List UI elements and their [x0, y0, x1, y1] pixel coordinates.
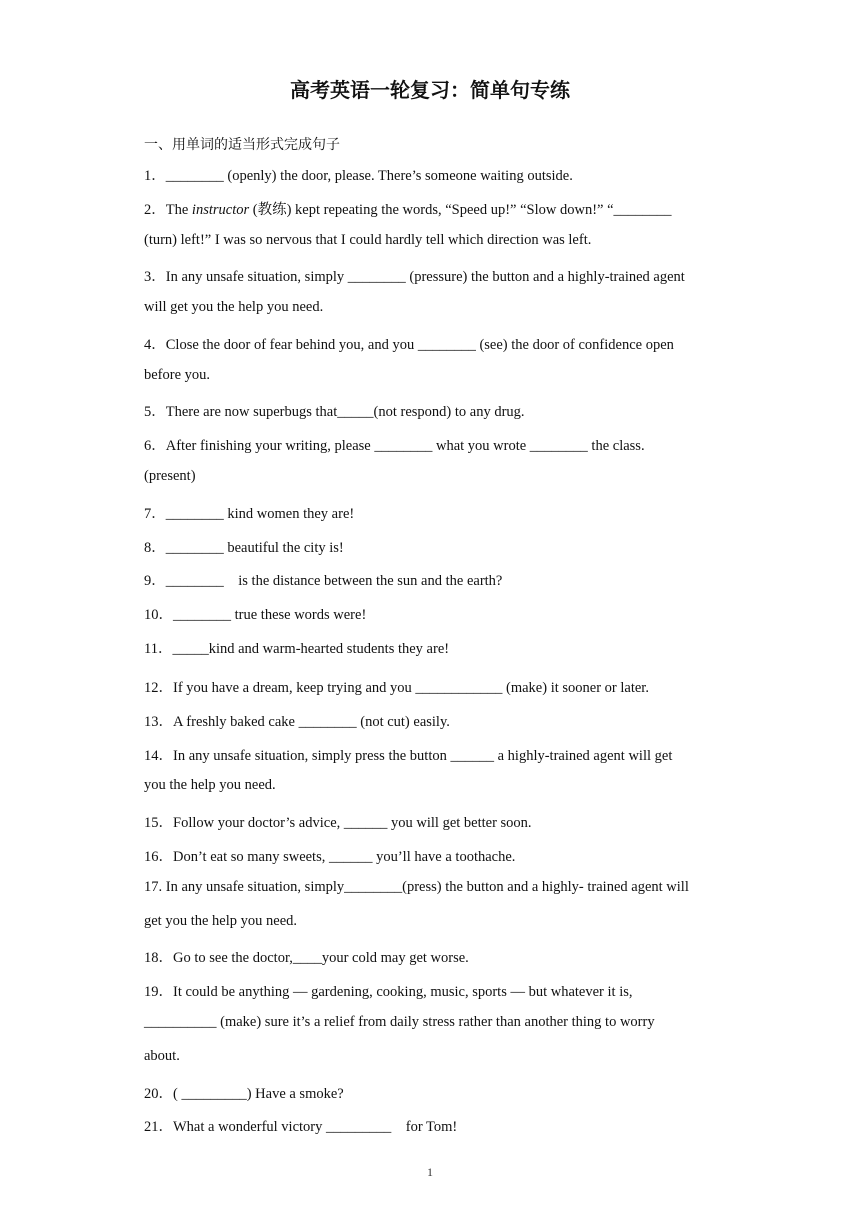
question-4: 4．Close the door of fear behind you, and you ________ (see) the door of confidence open [144, 337, 674, 353]
page-title: 高考英语一轮复习：简单句专练 [290, 78, 570, 102]
question-14-continued: you the help you need. [144, 777, 276, 793]
question-7: 7．________ kind women they are! [144, 506, 355, 522]
question-14: 14．In any unsafe situation, simply press the button ______ a highly-trained agent will get [144, 748, 673, 764]
question-2-continued: (turn) left!” I was so nervous that I could hardly tell which direction was left. [144, 232, 592, 248]
question-19: 19．It could be anything — gardening, cooking, music, sports — but whatever it is, [144, 984, 633, 1000]
question-11: 11．_____kind and warm-hearted students they are! [144, 641, 450, 657]
question-15: 15．Follow your doctor’s advice, ______ you will get better soon. [144, 815, 532, 831]
question-13: 13．A freshly baked cake ________ (not cut) easily. [144, 714, 450, 730]
question-19-continued: __________ (make) sure it’s a relief from daily stress rather than another thing to worry [144, 1014, 655, 1030]
question-17: 17. In any unsafe situation, simply________(press) the button and a highly- trained agent will [144, 879, 689, 895]
question-12: 12．If you have a dream, keep trying and you ____________ (make) it sooner or later. [144, 680, 649, 696]
question-21: 21．What a wonderful victory _________ for Tom! [144, 1119, 458, 1135]
italic-term: instructor [191, 202, 250, 218]
question-4-continued: before you. [144, 367, 211, 383]
question-6-continued: (present) [144, 468, 196, 484]
question-2-end: (教练) kept repeating the words, “Speed up!” “Slow down!” “________ [249, 202, 672, 218]
question-17-continued: get you the help you need. [144, 913, 298, 929]
question-19-end: about. [144, 1048, 180, 1064]
question-2 [144, 198, 672, 219]
question-3: 3．In any unsafe situation, simply ________ (pressure) the button and a highly-trained agent [144, 269, 685, 285]
page-number: 1 [427, 1165, 433, 1179]
question-10: 10．________ true these words were! [144, 607, 367, 623]
question-8: 8．________ beautiful the city is! [144, 540, 344, 556]
question-3-continued: will get you the help you need. [144, 299, 324, 315]
question-20: 20．( _________) Have a smoke? [144, 1086, 344, 1102]
question-16: 16．Don’t eat so many sweets, ______ you’ll have a toothache. [144, 849, 516, 865]
question-1: 1．________ (openly) the door, please. There’s someone waiting outside. [144, 168, 573, 184]
section-heading: 一、用单词的适当形式完成句子 [144, 137, 340, 153]
question-18: 18．Go to see the doctor,____your cold may get worse. [144, 950, 469, 966]
question-9: 9．________ is the distance between the sun and the earth? [144, 573, 503, 589]
question-5: 5．There are now superbugs that_____(not respond) to any drug. [144, 404, 525, 420]
question-2-start: 2．The [144, 202, 192, 218]
question-6: 6．After finishing your writing, please ________ what you wrote ________ the class. [144, 438, 645, 454]
